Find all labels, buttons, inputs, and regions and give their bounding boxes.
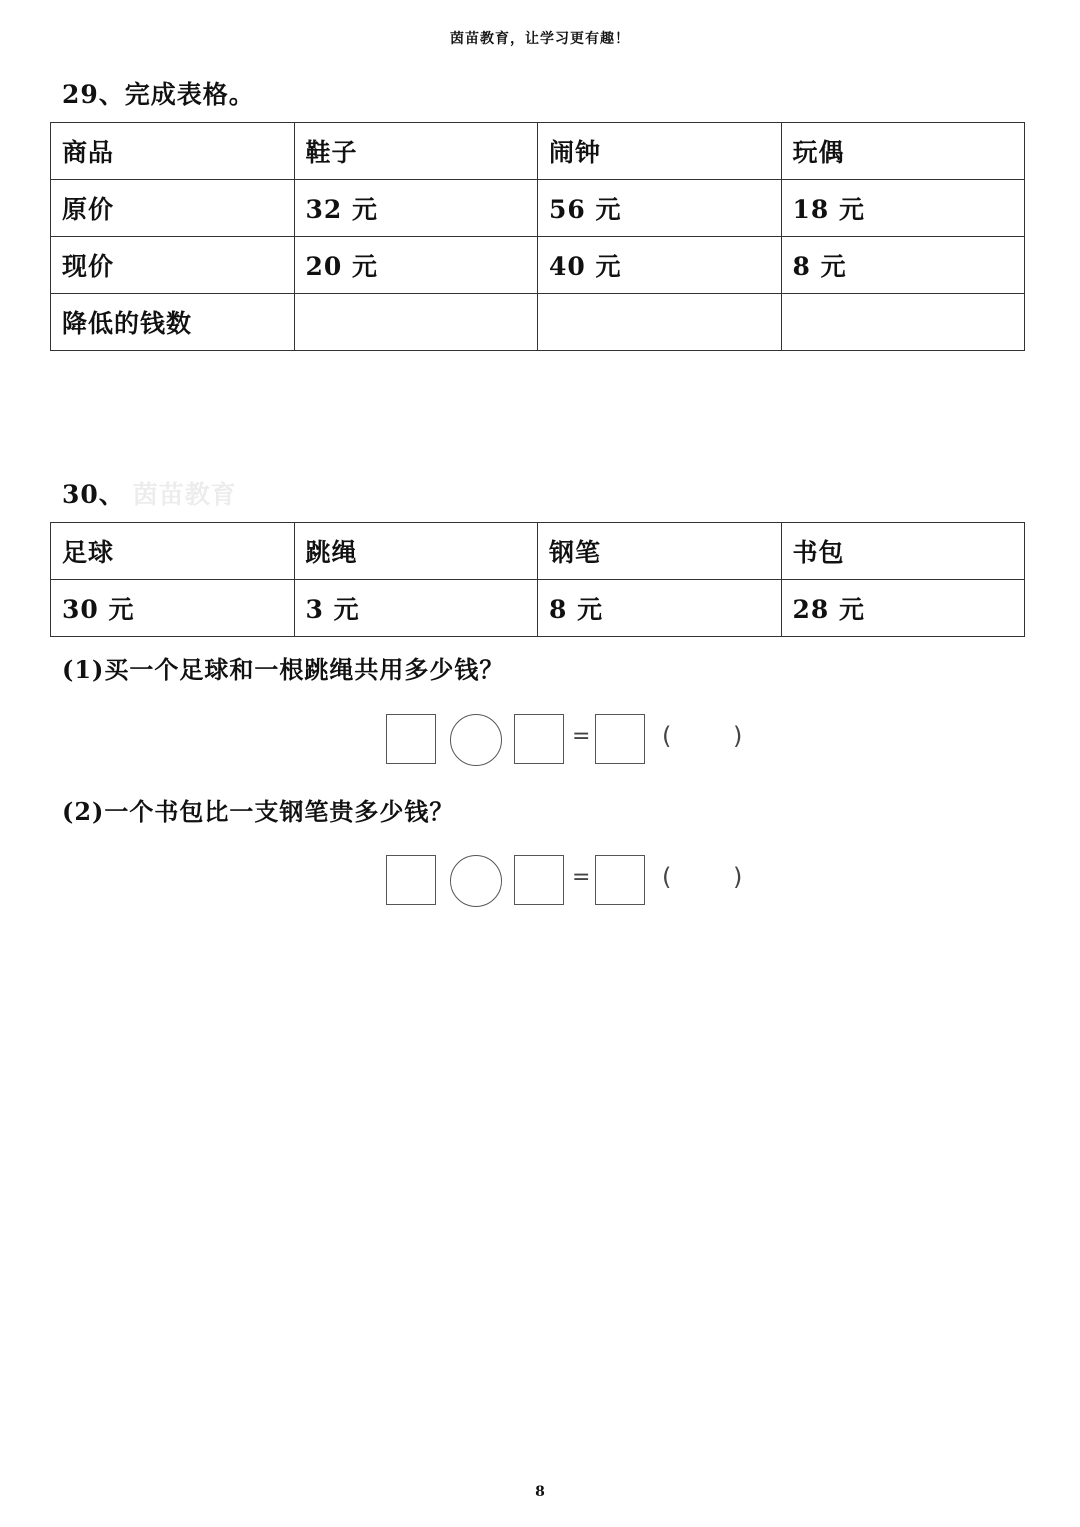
question-30-number: 30、 (62, 480, 125, 509)
question-30-title (62, 475, 237, 511)
equals-sign: = (572, 865, 591, 890)
header-slogan: 茵苗教育，让学习更有趣！ (450, 31, 630, 47)
table-cell: 跳绳 (294, 523, 538, 580)
table-cell: 28 元 (781, 580, 1025, 637)
table-cell: 鞋子 (294, 123, 538, 180)
answer-box[interactable] (386, 714, 436, 764)
sub-question-2: (2)一个书包比一支钢笔贵多少钱？ (62, 797, 455, 826)
table-cell: 20 元 (294, 237, 538, 294)
table-cell: 30 元 (51, 580, 295, 637)
table-row (51, 294, 1025, 351)
result-box[interactable] (595, 855, 645, 905)
unit-paren-close: ) (733, 722, 743, 750)
answer-cell[interactable] (781, 294, 1025, 351)
table-cell: 3 元 (294, 580, 538, 637)
table-cell: 32 元 (294, 180, 538, 237)
answer-box[interactable] (386, 855, 436, 905)
unit-paren-open: ( (662, 722, 672, 750)
table-row (51, 237, 1025, 294)
table-row (51, 523, 1025, 580)
question-30-table (50, 522, 1025, 637)
answer-cell[interactable] (294, 294, 538, 351)
table-cell: 40 元 (538, 237, 782, 294)
sub-question-1: (1)买一个足球和一根跳绳共用多少钱？ (62, 655, 505, 684)
answer-cell[interactable] (538, 294, 782, 351)
answer-box[interactable] (514, 855, 564, 905)
table-cell: 56 元 (538, 180, 782, 237)
answer-box[interactable] (514, 714, 564, 764)
table-cell: 商品 (51, 123, 295, 180)
equals-sign: = (572, 724, 591, 749)
watermark-text: 茵苗教育 (132, 480, 237, 509)
table-cell: 书包 (781, 523, 1025, 580)
table-row (51, 123, 1025, 180)
table-cell: 玩偶 (781, 123, 1025, 180)
table-cell: 8 元 (538, 580, 782, 637)
table-cell: 18 元 (781, 180, 1025, 237)
unit-paren-open: ( (662, 863, 672, 891)
result-box[interactable] (595, 714, 645, 764)
question-29-title: 29、完成表格。 (62, 80, 255, 109)
table-row (51, 180, 1025, 237)
table-cell: 钢笔 (538, 523, 782, 580)
operator-circle[interactable] (450, 855, 502, 907)
table-cell: 降低的钱数 (51, 294, 295, 351)
page-number: 8 (535, 1484, 545, 1500)
table-row (51, 580, 1025, 637)
table-cell: 现价 (51, 237, 295, 294)
question-29-table (50, 122, 1025, 351)
table-cell: 足球 (51, 523, 295, 580)
table-cell: 原价 (51, 180, 295, 237)
equation-row-2 (386, 855, 786, 907)
table-cell: 闹钟 (538, 123, 782, 180)
unit-paren-close: ) (733, 863, 743, 891)
equation-row-1 (386, 714, 786, 766)
table-cell: 8 元 (781, 237, 1025, 294)
operator-circle[interactable] (450, 714, 502, 766)
